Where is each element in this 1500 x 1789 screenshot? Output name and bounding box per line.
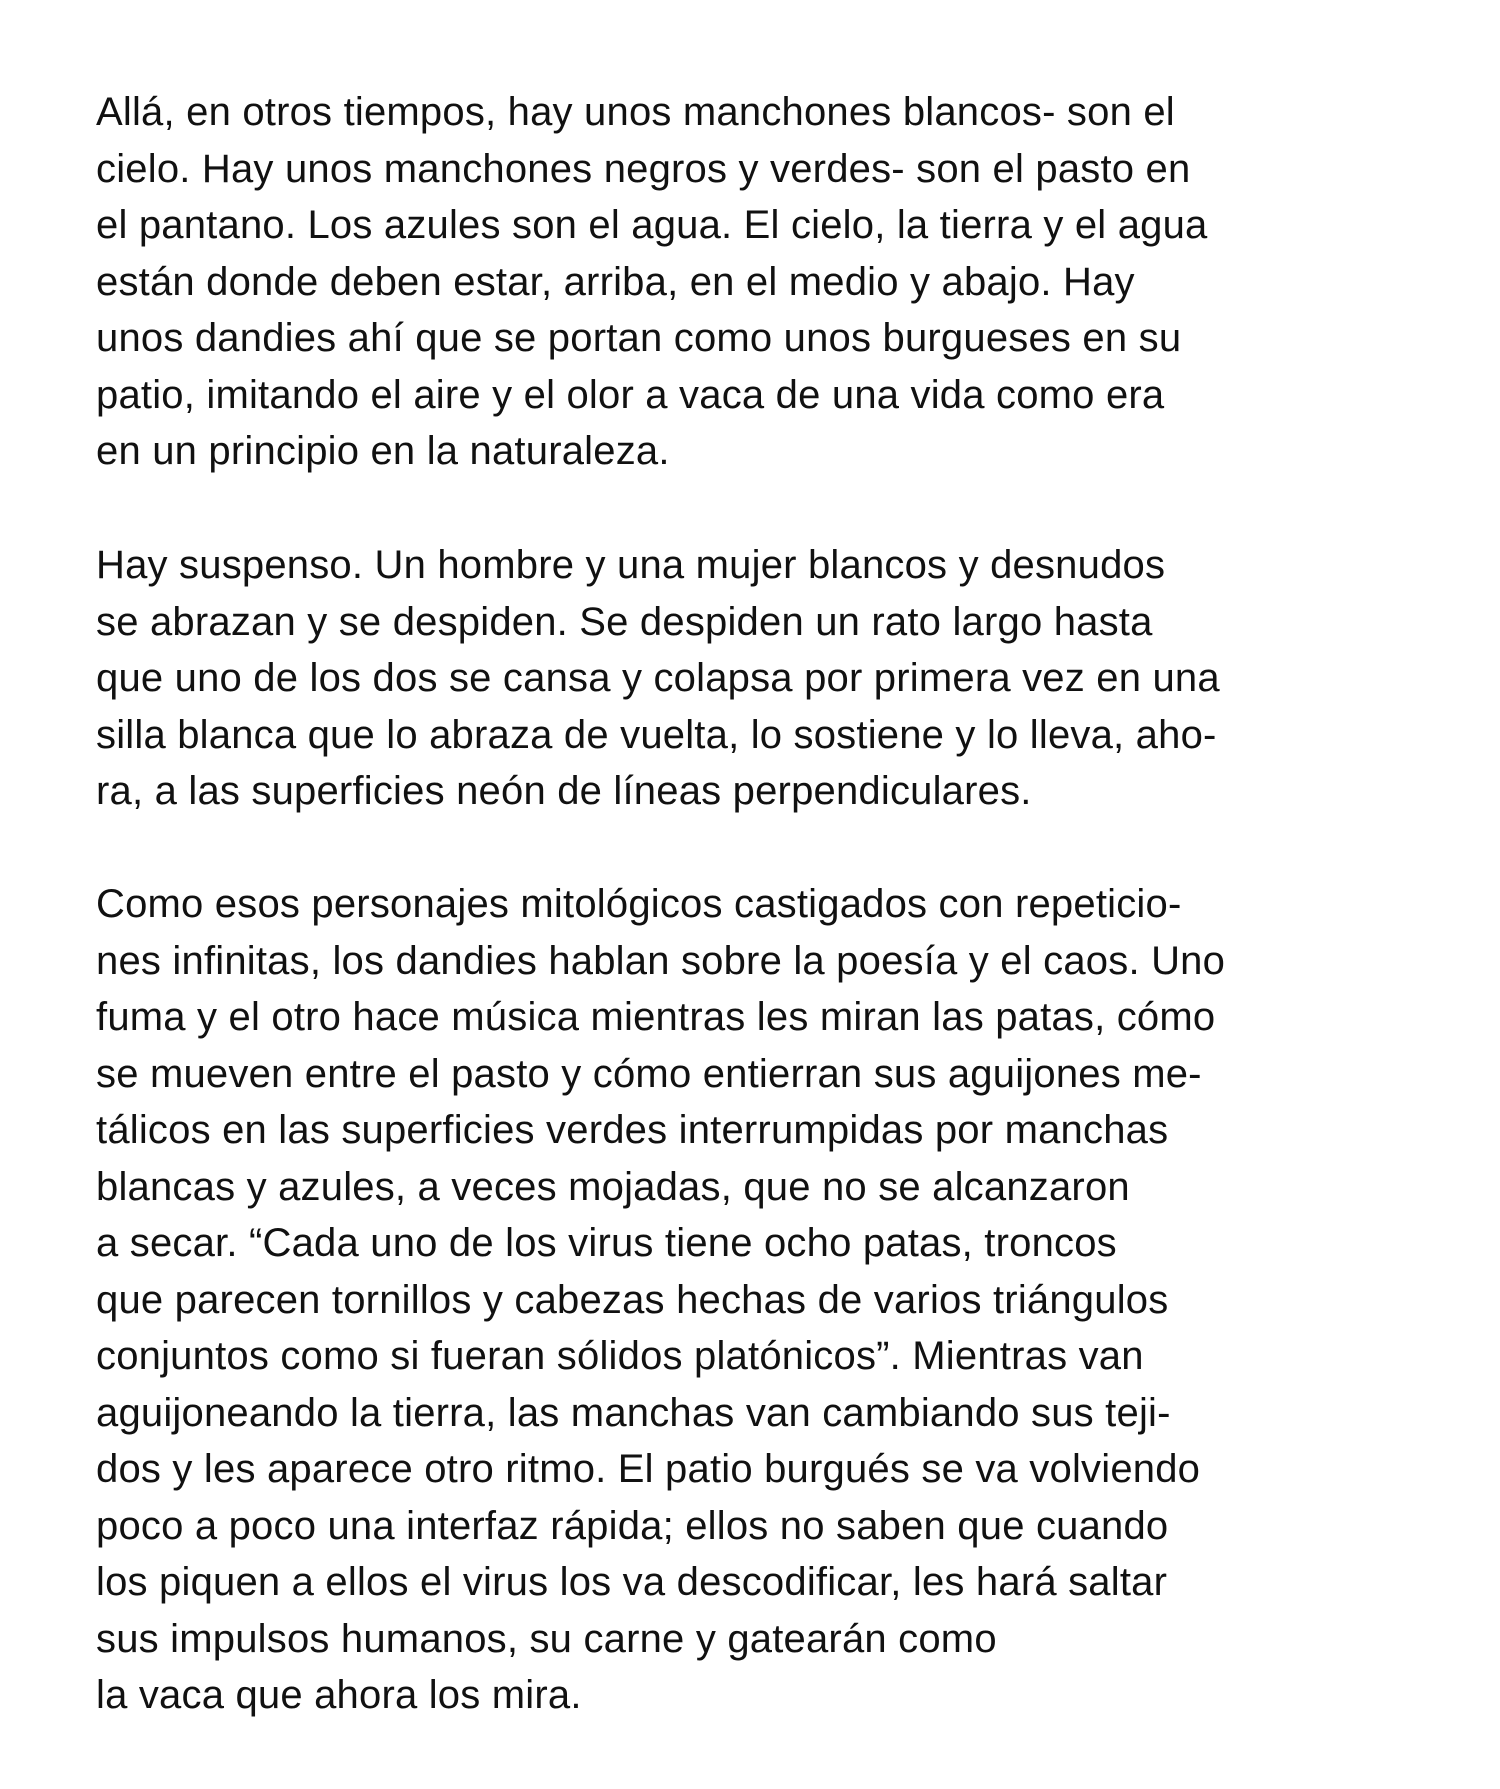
text-line: sus impulsos humanos, su carne y gatearán como <box>96 1616 997 1661</box>
paragraph-3 <box>96 876 1436 1724</box>
text-line: patio, imitando el aire y el olor a vaca de una vida como era <box>96 372 1165 417</box>
text-line: conjuntos como si fueran sólidos platónicos”. Mientras van <box>96 1334 1144 1378</box>
text-line: Como esos personajes mitológicos castigados con repeticio- <box>96 882 1182 926</box>
text-line: a secar. “Cada uno de los virus tiene ocho patas, troncos <box>96 1221 1117 1265</box>
text-line: que uno de los dos se cansa y colapsa por primera vez en una <box>96 656 1220 700</box>
text-line: nes infinitas, los dandies hablan sobre la poesía y el caos. Uno <box>96 938 1226 983</box>
text-line: tálicos en las superficies verdes interrumpidas por manchas <box>96 1108 1169 1152</box>
text-line: el pantano. Los azules son el agua. El cielo, la tierra y el agua <box>96 203 1208 247</box>
text-line: silla blanca que lo abraza de vuelta, lo sostiene y lo lleva, aho- <box>96 712 1217 757</box>
text-line: se mueven entre el pasto y cómo entierran sus aguijones me- <box>96 1051 1202 1096</box>
text-line: en un principio en la naturaleza. <box>96 429 670 473</box>
text-line: los piquen a ellos el virus los va descodificar, les hará saltar <box>96 1560 1168 1604</box>
text-line: están donde deben estar, arriba, en el medio y abajo. Hay <box>96 259 1135 304</box>
text-line: dos y les aparece otro ritmo. El patio burgués se va volviendo <box>96 1447 1201 1491</box>
text-line: unos dandies ahí que se portan como unos burgueses en su <box>96 316 1182 360</box>
text-line: blancas y azules, a veces mojadas, que no se alcanzaron <box>96 1164 1130 1209</box>
text-line: la vaca que ahora los mira. <box>96 1673 582 1717</box>
paragraph-1 <box>96 84 1436 480</box>
text-line: se abrazan y se despiden. Se despiden un rato largo hasta <box>96 599 1153 644</box>
text-line: fuma y el otro hace música mientras les miran las patas, cómo <box>96 995 1216 1039</box>
text-line: que parecen tornillos y cabezas hechas de varios triángulos <box>96 1277 1169 1322</box>
text-line: Allá, en otros tiempos, hay unos manchones blancos- son el <box>96 90 1175 134</box>
text-line: Hay suspenso. Un hombre y una mujer blancos y desnudos <box>96 543 1166 587</box>
text-line: aguijoneando la tierra, las manchas van cambiando sus teji- <box>96 1390 1171 1435</box>
text-line: cielo. Hay unos manchones negros y verdes- son el pasto en <box>96 146 1191 191</box>
text-line: poco a poco una interfaz rápida; ellos no saben que cuando <box>96 1503 1169 1548</box>
text-line: ra, a las superficies neón de líneas perpendiculares. <box>96 769 1032 813</box>
paragraph-2 <box>96 537 1436 820</box>
